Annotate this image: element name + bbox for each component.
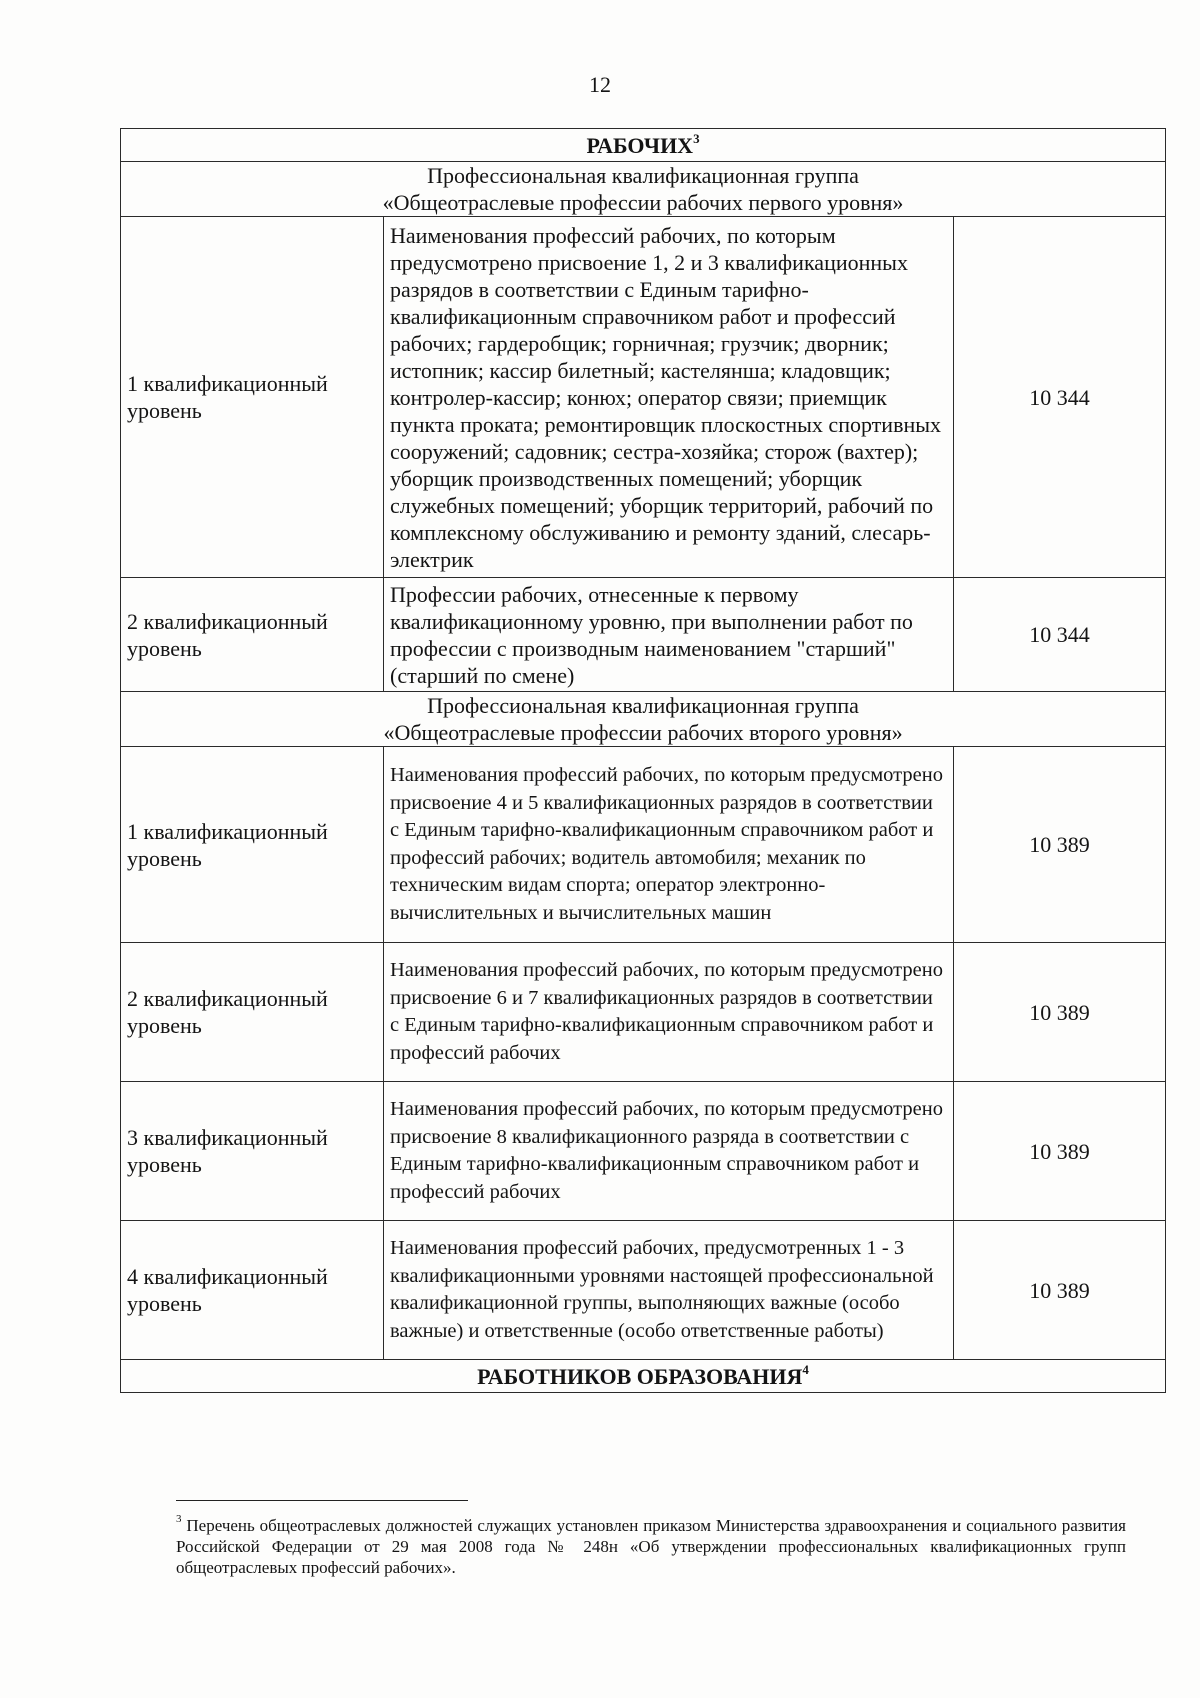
group-title-line: Профессиональная квалификационная группа [427,693,859,718]
salary-cell: 10 389 [954,1082,1166,1221]
footnote-ref: 3 [693,131,700,147]
footnote-marker: 3 [176,1513,182,1526]
group-title [121,692,1166,747]
section-title: РАБОЧИХ [586,132,694,158]
description-cell: Профессии рабочих, отнесенные к первому квалификационному уровню, при выполнении работ по профессии с производным наименованием "старший" (старший по смене) [384,578,954,692]
group-title [121,162,1166,217]
table-row [121,747,1166,943]
description-cell: Наименования профессий рабочих, по которым предусмотрено присвоение 4 и 5 квалификационных разрядов в соответствии с Единым тарифно-квалификационным справочником работ и профессий рабочих; водитель автомобиля; механик по техническим видам спорта; оператор электронно-вычислительных и вычислительных машин [384,747,954,943]
table-row [121,578,1166,692]
group-title-line: «Общеотраслевые профессии рабочих первого уровня» [382,190,904,215]
group-title-row [121,692,1166,747]
salary-cell: 10 344 [954,217,1166,578]
group-title-line: «Общеотраслевые профессии рабочих второго уровня» [383,720,903,745]
level-cell: 1 квалификационный уровень [121,217,384,578]
description-cell: Наименования профессий рабочих, по которым предусмотрено присвоение 1, 2 и 3 квалификационных разрядов в соответствии с Единым тарифно-квалификационным справочником работ и профессий рабочих; гардеробщик; горничная; грузчик; дворник; истопник; кассир билетный; кастелянша; кладовщик; контролер-кассир; конюх; оператор связи; приемщик пункта проката; ремонтировщик плоскостных спортивных сооружений; садовник; сестра-хозяйка; сторож (вахтер); уборщик производственных помещений; уборщик служебных помещений; уборщик территорий, рабочий по комплексному обслуживанию и ремонту зданий, слесарь-электрик [384,217,954,578]
level-cell: 3 квалификационный уровень [121,1082,384,1221]
salary-cell: 10 389 [954,747,1166,943]
salary-cell: 10 389 [954,1221,1166,1360]
group-title-line: Профессиональная квалификационная группа [427,163,859,188]
level-cell: 2 квалификационный уровень [121,943,384,1082]
salary-table [120,128,1166,1393]
footnote-ref: 4 [802,1362,809,1378]
page-number: 12 [589,72,611,97]
description-cell: Наименования профессий рабочих, предусмотренных 1 - 3 квалификационными уровнями настоящей профессиональной квалификационной группы, выполняющих важные (особо важные) и ответственные (особо ответственные работы) [384,1221,954,1360]
table-row [121,943,1166,1082]
table-row [121,1082,1166,1221]
footnote [176,1515,1126,1578]
footnote-text: Перечень общеотраслевых должностей служащих установлен приказом Министерства здравоохранения и социального развития Российской Федерации от 29 мая 2008 года № 248н «Об утверждении профессиональных квалификационных групп общеотраслевых профессий рабочих». [176,1516,1126,1577]
section-heading-row [121,1360,1166,1393]
section-title: РАБОТНИКОВ ОБРАЗОВАНИЯ [477,1363,803,1389]
section-heading-row [121,129,1166,162]
footnote-divider [176,1500,468,1501]
salary-cell: 10 389 [954,943,1166,1082]
group-title-row [121,162,1166,217]
table-row [121,1221,1166,1360]
section-heading-education [121,1360,1166,1393]
description-cell: Наименования профессий рабочих, по которым предусмотрено присвоение 6 и 7 квалификационных разрядов в соответствии с Единым тарифно-квалификационным справочником работ и профессий рабочих [384,943,954,1082]
level-cell: 4 квалификационный уровень [121,1221,384,1360]
description-cell: Наименования профессий рабочих, по которым предусмотрено присвоение 8 квалификационного разряда в соответствии с Единым тарифно-квалификационным справочником работ и профессий рабочих [384,1082,954,1221]
section-heading-workers [121,129,1166,162]
level-cell: 1 квалификационный уровень [121,747,384,943]
table-row [121,217,1166,578]
level-cell: 2 квалификационный уровень [121,578,384,692]
salary-cell: 10 344 [954,578,1166,692]
